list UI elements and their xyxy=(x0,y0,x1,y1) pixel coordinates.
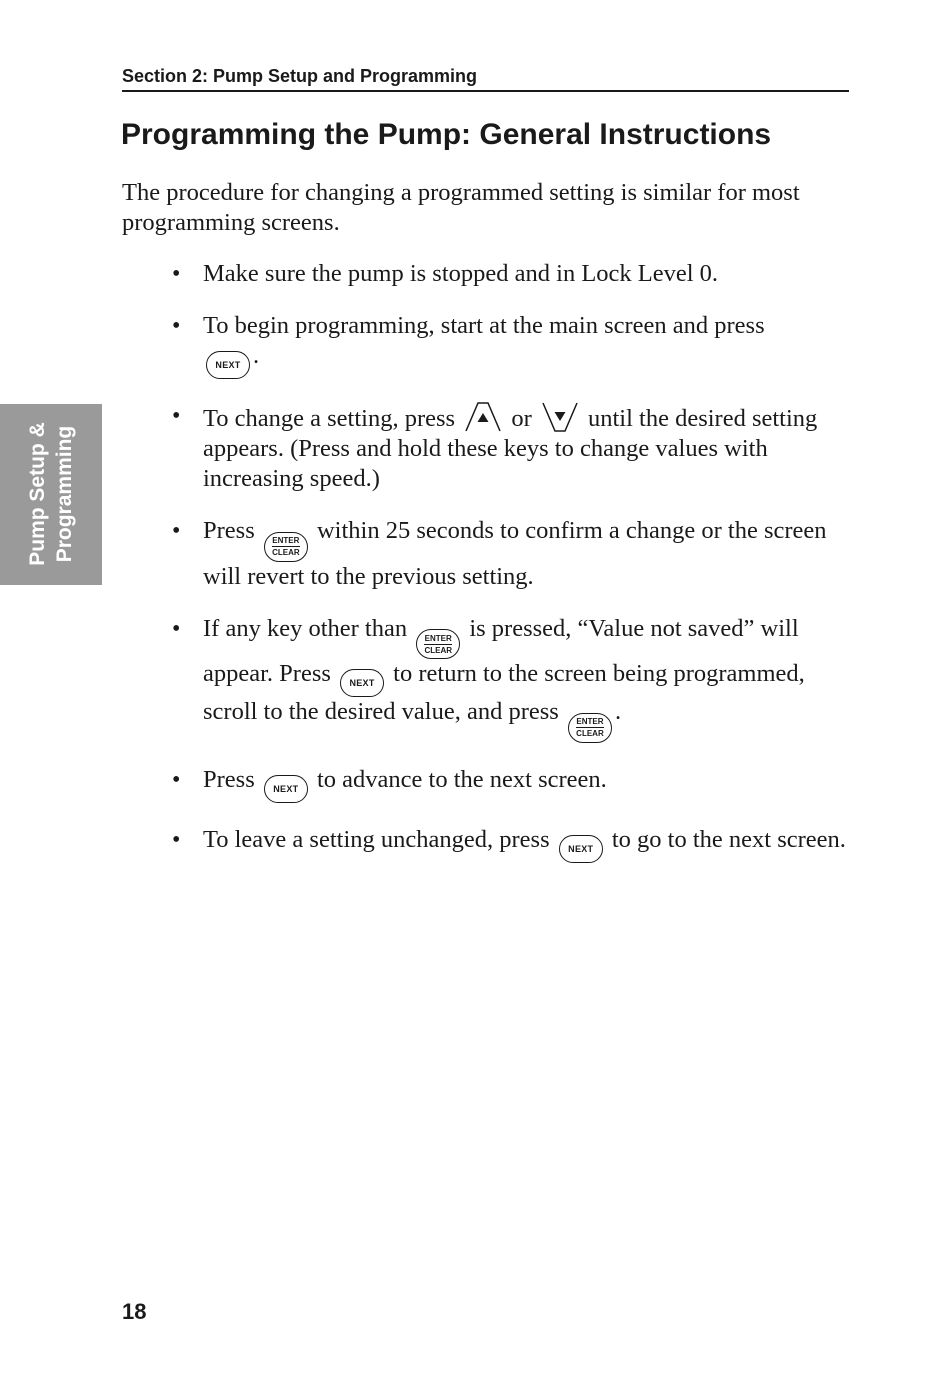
instruction-list xyxy=(122,259,852,885)
side-tab xyxy=(0,404,102,585)
next-key-icon: NEXT xyxy=(340,669,384,697)
list-item xyxy=(122,825,852,863)
intro-paragraph: The procedure for changing a programmed setting is similar for most programming screens. xyxy=(122,179,800,236)
list-item-text: to go to the next screen. xyxy=(611,825,846,853)
list-item-text: Make sure the pump is stopped and in Lock Level 0. xyxy=(203,260,719,287)
list-item xyxy=(122,765,852,803)
clear-label: CLEAR xyxy=(424,645,452,655)
list-item-text: . xyxy=(253,342,260,369)
list-item xyxy=(122,311,852,379)
list-item-text: To leave a setting unchanged, press xyxy=(203,825,550,853)
list-item-text: to advance to the next screen. xyxy=(316,765,607,793)
enter-label: ENTER xyxy=(576,717,604,726)
list-item-text: within 25 seconds to confirm a change or the screen will revert to the previous setting. xyxy=(203,517,827,590)
list-item-text: is pressed, “Value not saved” will appear. Press xyxy=(203,614,799,687)
list-item-text: If any key other than xyxy=(203,614,408,642)
up-arrow-key-icon xyxy=(464,401,502,433)
list-item xyxy=(122,401,852,494)
list-item-text: until the desired setting appears. (Press and hold these keys to change values with increasing speed.) xyxy=(203,405,818,492)
next-key-icon: NEXT xyxy=(264,775,308,803)
page-title: Programming the Pump: General Instructions xyxy=(121,118,772,151)
next-key-icon: NEXT xyxy=(206,351,250,379)
side-tab-line1: Pump Setup & xyxy=(26,422,49,566)
list-item-text: or xyxy=(511,405,532,432)
list-item xyxy=(122,614,852,743)
list-item-text: Press xyxy=(203,765,255,793)
clear-label: CLEAR xyxy=(576,729,604,738)
next-key-icon: NEXT xyxy=(559,835,603,863)
list-item-text: To change a setting, press xyxy=(203,405,456,432)
down-arrow-key-icon xyxy=(541,401,579,433)
enter-label: ENTER xyxy=(272,536,300,545)
list-item xyxy=(122,516,852,592)
enter-clear-key-icon xyxy=(568,713,612,743)
enter-clear-key-icon xyxy=(264,532,308,562)
clear-label: CLEAR xyxy=(272,548,300,557)
list-item-text: To begin programming, start at the main screen and press xyxy=(203,312,765,339)
enter-clear-key-icon xyxy=(416,629,460,659)
list-item xyxy=(122,259,852,289)
list-item-text: Press xyxy=(203,517,255,544)
list-item-text: to return to the screen being programmed, scroll to the desired value, and press xyxy=(203,660,805,725)
enter-label: ENTER xyxy=(424,633,452,643)
list-item-text: . xyxy=(614,698,622,725)
page-number: 18 xyxy=(122,1299,147,1324)
section-header: Section 2: Pump Setup and Programming xyxy=(122,64,849,92)
side-tab-line2: Programming xyxy=(53,425,76,563)
